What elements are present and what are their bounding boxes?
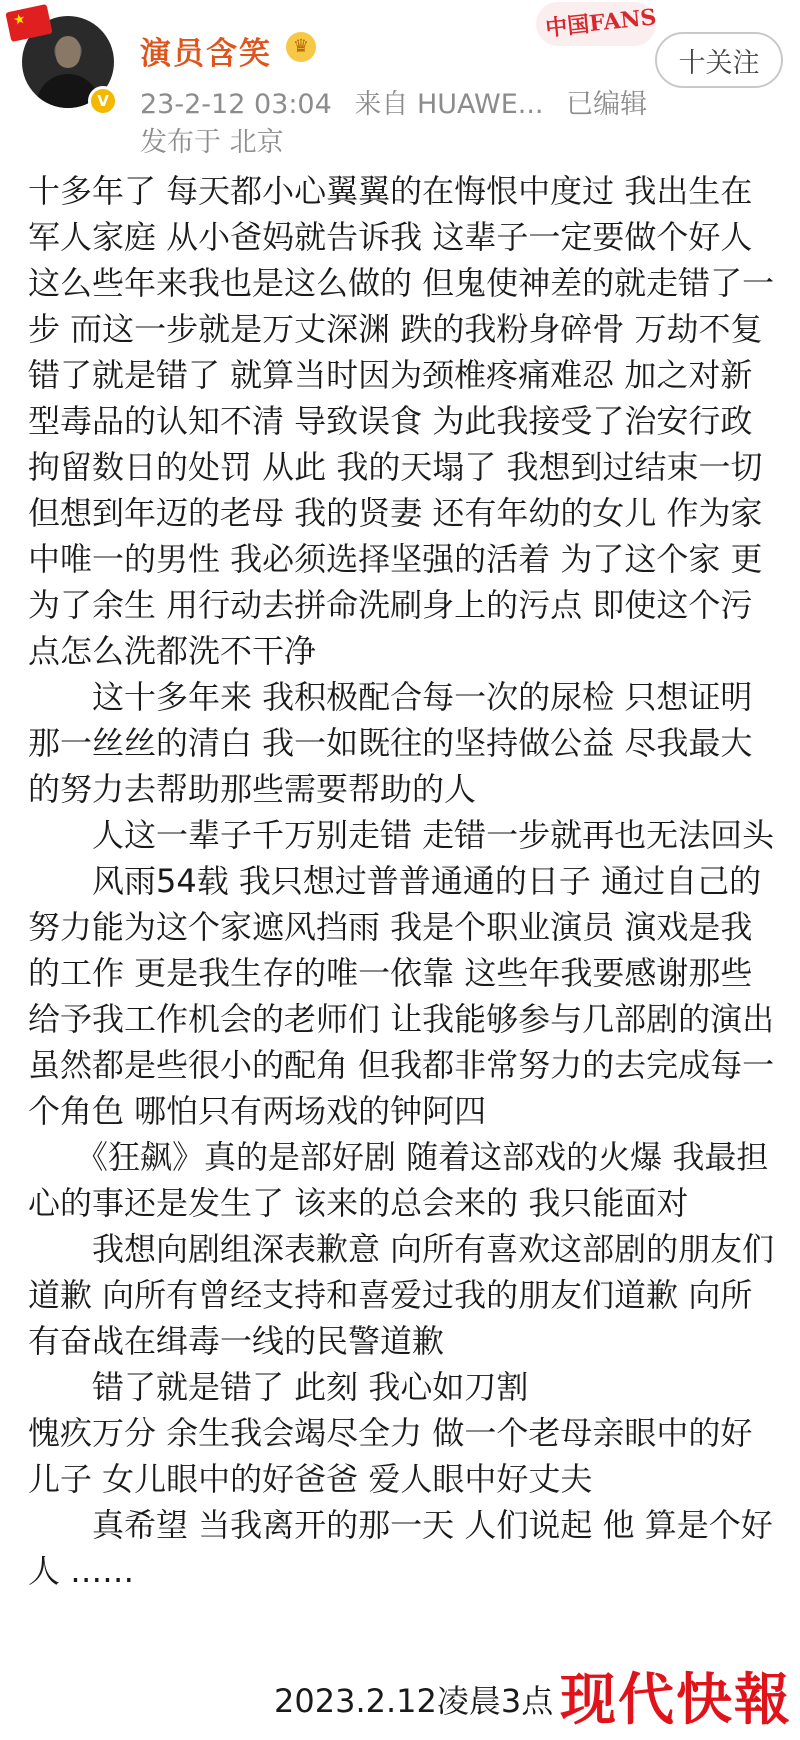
post-paragraph: 愧疚万分 余生我会竭尽全力 做一个老母亲眼中的好儿子 女儿眼中的好爸爸 爱人眼中好丈夫 [28, 1414, 753, 1498]
post-header [0, 0, 800, 160]
post-paragraph: 错了就是错了 此刻 我心如刀割 [28, 1368, 529, 1406]
china-flag-icon: ★ [5, 4, 52, 42]
news-watermark-logo: 现代快報 [560, 1667, 792, 1733]
date-caption: 2023.2.12凌晨3点 [274, 1682, 554, 1720]
post-paragraph: 真希望 当我离开的那一天 人们说起 他 算是个好人 …… [28, 1506, 773, 1590]
post-paragraph: 人这一辈子千万别走错 走错一步就再也无法回头 [28, 816, 775, 854]
post-timestamp: 23-2-12 03:04 [140, 89, 332, 120]
post-paragraph: 十多年了 每天都小心翼翼的在悔恨中度过 我出生在军人家庭 从小爸妈就告诉我 这辈子一定要做个好人 这么些年来我也是这么做的 但鬼使神差的就走错了一步 而这一步就是万丈深渊 跌的我粉身碎骨 万劫不复 错了就是错了 就算当时因为颈椎疼痛难忍 加之对新型毒品的认知不清 导致误食 为此我接受了治安行政拘留数日的处罚 从此 我的天塌了 我想到过结束一切 但想到年迈的老母 我的贤妻 还有年幼的女儿 作为家中唯一的男性 我必须选择坚强的活着 为了这个家 更为了余生 用行动去拼命洗刷身上的污点 即使这个污点怎么洗都洗不干净 [28, 172, 775, 670]
post-paragraph: 这十多年来 我积极配合每一次的尿检 只想证明那一丝丝的清白 我一如既往的坚持做公益 尽我最大的努力去帮助那些需要帮助的人 [28, 678, 753, 808]
follow-button[interactable]: 十关注 [655, 32, 783, 88]
post-paragraph: 我想向剧组深表歉意 向所有喜欢这部剧的朋友们道歉 向所有曾经支持和喜爱过我的朋友们道歉 向所有奋战在缉毒一线的民警道歉 [28, 1230, 775, 1360]
post-body [28, 168, 785, 1594]
avatar-face [56, 36, 80, 68]
post-meta [140, 82, 661, 121]
post-paragraph: 风雨54载 我只想过普普通通的日子 通过自己的努力能为这个家遮风挡雨 我是个职业演员 演戏是我的工作 更是我生存的唯一依靠 这些年我要感谢那些给予我工作机会的老师们 让我能够参与几部剧的演出 虽然都是些很小的配角 但我都非常努力的去完成每一个角色 哪怕只有两场戏的钟阿四 [28, 862, 785, 1130]
fans-badge: 中国FANS [544, 4, 658, 42]
post-location: 发布于 北京 [140, 127, 284, 158]
edited-label[interactable]: 已编辑 [566, 89, 648, 120]
verified-badge-icon: V [88, 86, 118, 116]
username[interactable]: 演员含笑 [140, 36, 272, 72]
post-source: 来自 HUAWE... [354, 89, 544, 120]
post-paragraph: 《狂飙》真的是部好剧 随着这部戏的火爆 我最担心的事还是发生了 该来的总会来的 我只能面对 [28, 1138, 769, 1222]
crown-icon: ♛ [286, 32, 316, 62]
